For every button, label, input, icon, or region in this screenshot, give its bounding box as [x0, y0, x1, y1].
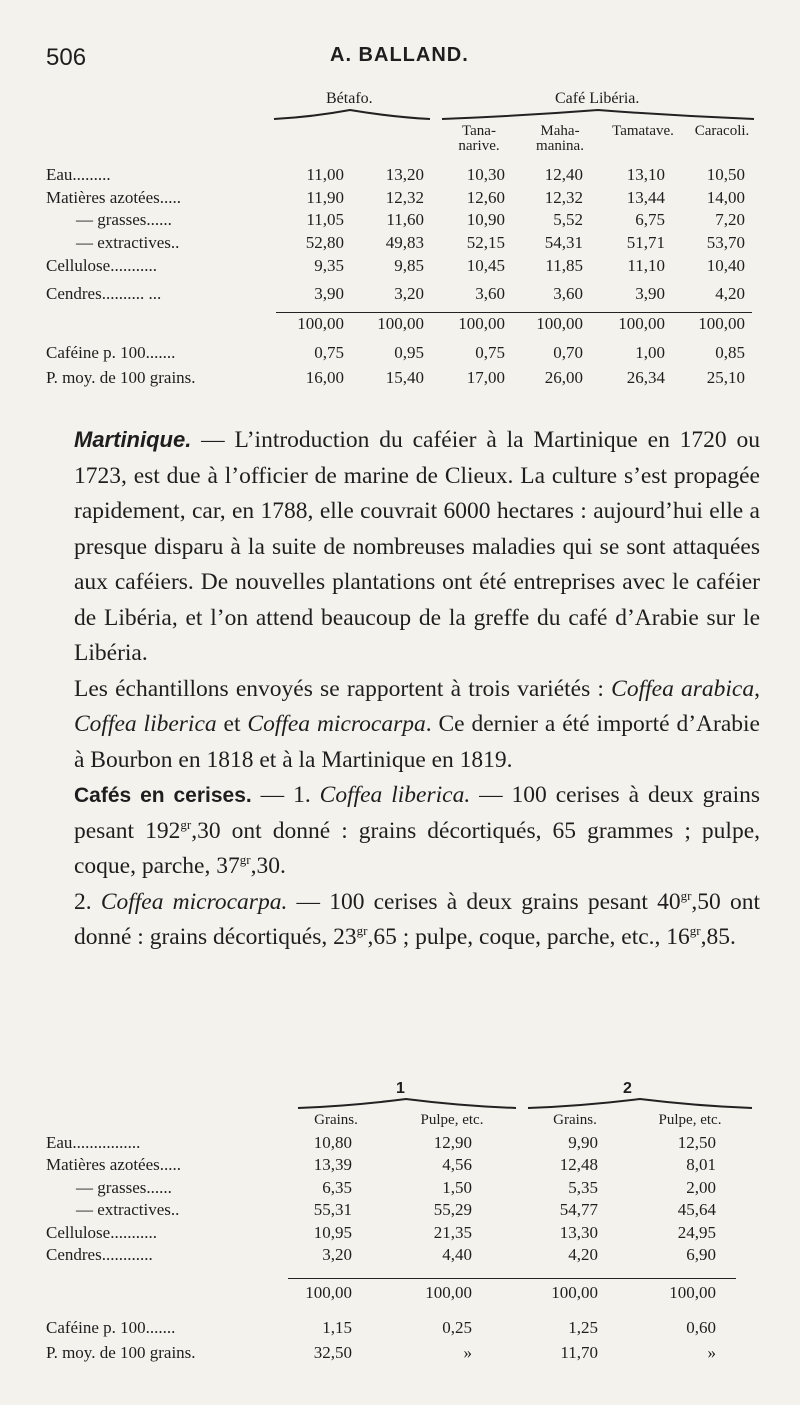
table-cell: 26,00 — [544, 368, 583, 387]
table-row — [0, 314, 800, 336]
col-header-caracoli: Caracoli. — [694, 123, 750, 139]
paragraph-text: — 100 cerises à deux grains pesant 40 — [287, 888, 681, 915]
table-cell: 1,25 — [568, 1318, 598, 1337]
table-cell: 100,00 — [536, 314, 583, 333]
paragraph-text: ,65 ; pulpe, coque, parche, etc., 16 — [367, 924, 690, 950]
col-header-tamatave: Tamatave. — [612, 123, 674, 139]
table-cell: 100,00 — [425, 1283, 472, 1302]
table-row — [0, 1200, 800, 1222]
row-label: P. moy. de 100 grains. — [46, 1343, 196, 1362]
table-cell: 54,31 — [544, 233, 583, 252]
table-cell: 10,50 — [706, 165, 745, 184]
table-cell: 100,00 — [297, 314, 344, 333]
table-cell: 55,29 — [433, 1200, 472, 1219]
table-cell: 2,00 — [686, 1178, 716, 1197]
subheading-cafes-en-cerises: Cafés en cerises. — [74, 784, 252, 807]
species-name: Coffea liberica. — [319, 782, 471, 808]
table-row — [0, 256, 800, 278]
table-cell: 10,40 — [706, 256, 745, 275]
table-cell: 24,95 — [677, 1223, 716, 1242]
col-header-line: Tana- — [462, 123, 496, 139]
brace-betafo — [272, 107, 432, 121]
paragraph-text: , — [754, 675, 760, 702]
table-cell: 9,85 — [394, 256, 424, 275]
table-cell: 13,20 — [385, 165, 424, 184]
table-cell: 12,32 — [544, 188, 583, 207]
paragraph-text: 2. — [74, 888, 101, 915]
table-cell: 3,60 — [553, 284, 583, 303]
table-cell: 10,95 — [313, 1223, 352, 1242]
group-header-1: 1 — [396, 1080, 405, 1097]
row-label: P. moy. de 100 grains. — [46, 368, 196, 387]
table-cell: 4,40 — [442, 1245, 472, 1264]
row-label: Caféine p. 100....... — [46, 343, 176, 362]
table-row — [0, 165, 800, 187]
table-cell: 11,00 — [306, 165, 344, 184]
paragraph-text: ,50 ont donné : grains décortiqués, 23 — [74, 888, 761, 950]
table-cell: 51,71 — [626, 233, 665, 252]
table-row — [0, 188, 800, 210]
paragraph-text: . Ce dernier a été importé d’Arabie à Bourbon en 1818 et à la Martinique en 1819. — [74, 711, 760, 773]
table-cell: 21,35 — [433, 1223, 472, 1242]
row-label: — grasses...... — [76, 1178, 172, 1197]
species-name: Coffea liberica — [74, 711, 217, 737]
brace-group-1 — [296, 1096, 518, 1110]
row-label: Caféine p. 100....... — [46, 1318, 176, 1337]
table-cell: 32,50 — [313, 1343, 352, 1362]
group-header-betafo: Bétafo. — [326, 90, 373, 107]
table-cell: 12,48 — [559, 1155, 598, 1174]
table-cell: 10,30 — [466, 165, 505, 184]
row-label: — extractives.. — [76, 233, 180, 252]
table-cell: 100,00 — [698, 314, 745, 333]
table-cell: » — [463, 1343, 472, 1362]
table-row — [0, 210, 800, 232]
table-cell: 11,90 — [306, 188, 344, 207]
row-label: Cellulose........... — [46, 256, 157, 275]
table-cell: 8,01 — [686, 1155, 716, 1174]
row-label: — grasses...... — [76, 210, 172, 229]
sum-rule — [276, 312, 752, 313]
table-cell: 55,31 — [313, 1200, 352, 1219]
row-label: Matières azotées..... — [46, 188, 181, 207]
table-row — [0, 1155, 800, 1177]
col-header-pulpe-1: Pulpe, etc. — [420, 1112, 484, 1128]
table-cell: 5,52 — [553, 210, 583, 229]
table-cell: 9,90 — [568, 1133, 598, 1152]
table-cell: 4,20 — [568, 1245, 598, 1264]
table-cell: 0,70 — [553, 343, 583, 362]
table-cell: 0,75 — [314, 343, 344, 362]
table-cell: 5,35 — [568, 1178, 598, 1197]
col-header-grains-2: Grains. — [553, 1112, 597, 1128]
table-cell: 3,60 — [475, 284, 505, 303]
paragraph-text: Les échantillons envoyés se rapportent à trois variétés : — [74, 675, 612, 702]
table-row — [0, 368, 800, 390]
table-cell: 15,40 — [385, 368, 424, 387]
row-label: Matières azotées..... — [46, 1155, 181, 1174]
paragraph-text: et — [216, 711, 248, 737]
table-cell: 14,00 — [706, 188, 745, 207]
table-cell: 3,90 — [635, 284, 665, 303]
table-cell: 10,90 — [466, 210, 505, 229]
table-cell: 53,70 — [706, 233, 745, 252]
unit-superscript: gr — [689, 923, 701, 939]
table-cell: 0,95 — [394, 343, 424, 362]
table-cell: 11,10 — [627, 256, 665, 275]
col-header-line: narive. — [458, 138, 500, 154]
table-cell: 54,77 — [559, 1200, 598, 1219]
running-head: A. BALLAND. — [330, 44, 469, 66]
col-header-grains-1: Grains. — [314, 1112, 358, 1128]
table-row — [0, 284, 800, 306]
table-cell: 3,20 — [394, 284, 424, 303]
table-row — [0, 1318, 800, 1340]
table-row — [0, 1178, 800, 1200]
species-name: Coffea microcarpa — [247, 711, 426, 737]
table-cell: 13,39 — [313, 1155, 352, 1174]
unit-superscript: gr — [180, 816, 192, 832]
table-cell: 12,40 — [544, 165, 583, 184]
col-header-pulpe-2: Pulpe, etc. — [658, 1112, 722, 1128]
paragraph-text: ,85. — [700, 924, 736, 950]
table-cell: 1,00 — [635, 343, 665, 362]
table-cell: 10,80 — [313, 1133, 352, 1152]
row-label: Cendres.......... ... — [46, 284, 162, 303]
table-cell: 100,00 — [551, 1283, 598, 1302]
table-cell: 100,00 — [305, 1283, 352, 1302]
paragraph-text: ,30 ont donné : grains décortiqués, 65 grammes ; pulpe, coque, parche, 37 — [74, 817, 760, 879]
table-cell: 13,44 — [626, 188, 665, 207]
unit-superscript: gr — [239, 852, 251, 868]
paragraph-text: — 100 cerises à deux grains pesant 192 — [74, 782, 761, 844]
paragraph-microcarpa — [46, 885, 760, 956]
table-cell: 11,85 — [545, 256, 583, 275]
table-cell: 4,56 — [442, 1155, 472, 1174]
table-cell: 12,90 — [433, 1133, 472, 1152]
table-cell: 12,32 — [385, 188, 424, 207]
brace-group-2 — [526, 1096, 754, 1110]
unit-superscript: gr — [356, 923, 368, 939]
row-label: Cellulose........... — [46, 1223, 157, 1242]
table-cell: 0,85 — [715, 343, 745, 362]
table-cell: 45,64 — [677, 1200, 716, 1219]
table-row — [0, 1133, 800, 1155]
table-row — [0, 1283, 800, 1305]
table-cell: 9,35 — [314, 256, 344, 275]
group-header-2: 2 — [623, 1080, 632, 1097]
group-header-liberia: Café Libéria. — [555, 90, 640, 107]
table-row — [0, 343, 800, 365]
species-name: Coffea arabica — [611, 675, 755, 702]
table-row — [0, 1245, 800, 1267]
table-cell: 100,00 — [377, 314, 424, 333]
row-label: Eau......... — [46, 165, 111, 184]
paragraph-text: ,30. — [250, 853, 286, 879]
row-label: Eau................ — [46, 1133, 141, 1152]
table-cell: 100,00 — [618, 314, 665, 333]
table-cell: » — [707, 1343, 716, 1362]
table-cell: 100,00 — [458, 314, 505, 333]
table-cell: 1,15 — [322, 1318, 352, 1337]
table-cell: 6,90 — [686, 1245, 716, 1264]
table-cell: 26,34 — [626, 368, 665, 387]
brace-liberia — [440, 107, 756, 121]
paragraph-cafes-en-cerises — [46, 778, 760, 885]
table-cell: 49,83 — [385, 233, 424, 252]
table-row — [0, 1223, 800, 1245]
paragraph-text: — L’introduction du caféier à la Martinique en 1720 ou 1723, est due à l’officier de marine de Clieux. La culture s’est propagée rapidement, car, en 1788, elle couvrait 6000 hectares : aujourd’hui elle a presque disparu à la suite de nombreuses maladies qui se sont attaquées aux caféiers. De nouvelles plantations ont été entreprises avec le caféier de Libéria, et l’on attend beaucoup de la greffe du café d’Arabie sur le Libéria. — [74, 427, 760, 666]
paragraph-text: — 1. — [251, 782, 320, 808]
table-cell: 12,50 — [677, 1133, 716, 1152]
col-header-mahamanina — [520, 124, 600, 154]
paragraph-martinique — [46, 422, 760, 672]
table-cell: 52,15 — [466, 233, 505, 252]
table-row — [0, 233, 800, 255]
table-cell: 0,25 — [442, 1318, 472, 1337]
table-cell: 100,00 — [669, 1283, 716, 1302]
col-header-line: manina. — [536, 138, 584, 154]
table-cell: 16,00 — [305, 368, 344, 387]
table-cell: 6,75 — [635, 210, 665, 229]
col-header-tananarive — [450, 124, 508, 154]
table-row — [0, 1343, 800, 1365]
table-cell: 12,60 — [466, 188, 505, 207]
row-label: Cendres............ — [46, 1245, 153, 1264]
body-text — [46, 422, 760, 956]
table-cell: 52,80 — [305, 233, 344, 252]
section-heading-martinique: Martinique. — [74, 427, 192, 452]
table-cell: 7,20 — [715, 210, 745, 229]
table-cell: 4,20 — [715, 284, 745, 303]
col-header-line: Maha- — [540, 123, 580, 139]
sum-rule — [288, 1278, 736, 1279]
unit-superscript: gr — [680, 887, 692, 903]
table-cell: 25,10 — [706, 368, 745, 387]
species-name: Coffea microcarpa. — [100, 888, 288, 915]
table-cell: 17,00 — [466, 368, 505, 387]
table-cell: 13,30 — [559, 1223, 598, 1242]
table-cell: 0,60 — [686, 1318, 716, 1337]
table-cell: 11,60 — [386, 210, 424, 229]
table-cell: 11,70 — [560, 1343, 598, 1362]
table-cell: 10,45 — [466, 256, 505, 275]
table-cell: 11,05 — [306, 210, 344, 229]
table-cell: 1,50 — [442, 1178, 472, 1197]
paragraph-varietes — [46, 672, 760, 779]
page-number: 506 — [46, 44, 87, 71]
table-cell: 0,75 — [475, 343, 505, 362]
table-cell: 6,35 — [322, 1178, 352, 1197]
row-label: — extractives.. — [76, 1200, 180, 1219]
table-cell: 13,10 — [626, 165, 665, 184]
table-cell: 3,90 — [314, 284, 344, 303]
table-cell: 3,20 — [322, 1245, 352, 1264]
